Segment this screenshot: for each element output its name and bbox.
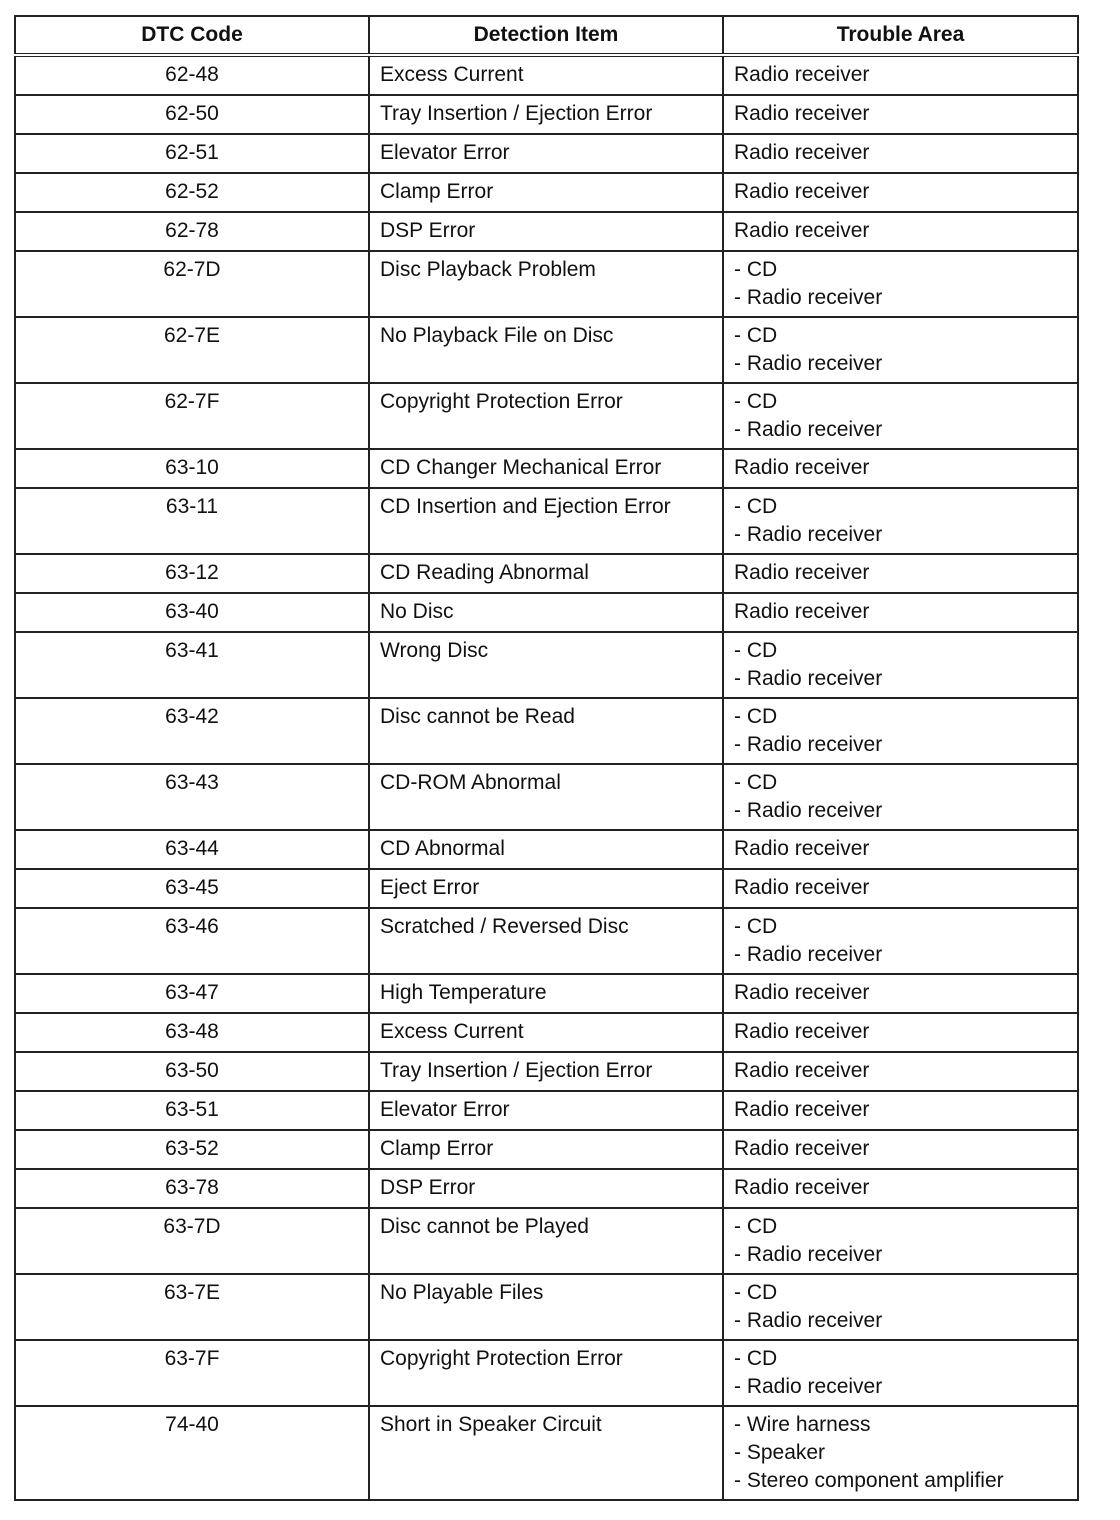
detection-item-cell: Eject Error (369, 869, 723, 908)
detection-item-cell: DSP Error (369, 212, 723, 251)
dtc-code-cell: 63-10 (15, 449, 369, 488)
table-row (15, 383, 1078, 449)
dtc-code-cell: 63-47 (15, 974, 369, 1013)
trouble-area-cell: Radio receiver (723, 173, 1078, 212)
detection-item-cell: Elevator Error (369, 134, 723, 173)
trouble-area-cell: Radio receiver (723, 1130, 1078, 1169)
dtc-code-cell: 74-40 (15, 1406, 369, 1500)
dtc-code-cell: 62-7E (15, 317, 369, 383)
trouble-area-cell: - CD - Radio receiver (723, 764, 1078, 830)
table-row (15, 449, 1078, 488)
table-body (15, 55, 1078, 1500)
dtc-code-cell: 63-7D (15, 1208, 369, 1274)
dtc-code-cell: 63-48 (15, 1013, 369, 1052)
table-row (15, 1208, 1078, 1274)
detection-item-cell: Excess Current (369, 55, 723, 95)
table-row (15, 1274, 1078, 1340)
dtc-code-cell: 63-42 (15, 698, 369, 764)
dtc-code-cell: 63-45 (15, 869, 369, 908)
trouble-area-cell: - CD - Radio receiver (723, 632, 1078, 698)
trouble-area-cell: - CD - Radio receiver (723, 1274, 1078, 1340)
detection-item-cell: DSP Error (369, 1169, 723, 1208)
dtc-code-cell: 62-51 (15, 134, 369, 173)
table-row (15, 593, 1078, 632)
table-row (15, 173, 1078, 212)
trouble-area-cell: Radio receiver (723, 554, 1078, 593)
trouble-area-cell: - Wire harness - Speaker - Stereo component amplifier (723, 1406, 1078, 1500)
detection-item-cell: No Playable Files (369, 1274, 723, 1340)
dtc-code-cell: 62-7D (15, 251, 369, 317)
table-row (15, 1052, 1078, 1091)
trouble-area-cell: Radio receiver (723, 1091, 1078, 1130)
trouble-area-cell: - CD - Radio receiver (723, 1208, 1078, 1274)
detection-item-cell: No Disc (369, 593, 723, 632)
table-row (15, 1130, 1078, 1169)
dtc-code-cell: 63-78 (15, 1169, 369, 1208)
table-row (15, 134, 1078, 173)
dtc-code-cell: 63-7F (15, 1340, 369, 1406)
detection-item-cell: Excess Current (369, 1013, 723, 1052)
trouble-area-cell: Radio receiver (723, 1052, 1078, 1091)
detection-item-cell: Disc Playback Problem (369, 251, 723, 317)
detection-item-cell: Wrong Disc (369, 632, 723, 698)
trouble-area-cell: Radio receiver (723, 55, 1078, 95)
trouble-area-cell: Radio receiver (723, 974, 1078, 1013)
table-row (15, 1091, 1078, 1130)
trouble-area-cell: - CD - Radio receiver (723, 698, 1078, 764)
detection-item-cell: Disc cannot be Read (369, 698, 723, 764)
trouble-area-cell: - CD - Radio receiver (723, 317, 1078, 383)
detection-item-cell: Elevator Error (369, 1091, 723, 1130)
dtc-code-cell: 62-50 (15, 95, 369, 134)
trouble-area-cell: - CD - Radio receiver (723, 908, 1078, 974)
table-row (15, 908, 1078, 974)
trouble-area-cell: - CD - Radio receiver (723, 251, 1078, 317)
detection-item-cell: Tray Insertion / Ejection Error (369, 1052, 723, 1091)
detection-item-cell: CD Abnormal (369, 830, 723, 869)
table-row (15, 488, 1078, 554)
trouble-area-cell: Radio receiver (723, 134, 1078, 173)
dtc-code-cell: 62-7F (15, 383, 369, 449)
detection-item-cell: Scratched / Reversed Disc (369, 908, 723, 974)
dtc-code-cell: 63-44 (15, 830, 369, 869)
detection-item-cell: Clamp Error (369, 173, 723, 212)
table-row (15, 698, 1078, 764)
dtc-code-cell: 62-78 (15, 212, 369, 251)
trouble-area-cell: Radio receiver (723, 593, 1078, 632)
table-row (15, 251, 1078, 317)
detection-item-cell: Copyright Protection Error (369, 1340, 723, 1406)
dtc-code-cell: 63-52 (15, 1130, 369, 1169)
header-row (15, 16, 1078, 55)
table-row (15, 1406, 1078, 1500)
dtc-code-cell: 62-52 (15, 173, 369, 212)
detection-item-cell: Tray Insertion / Ejection Error (369, 95, 723, 134)
trouble-area-cell: Radio receiver (723, 212, 1078, 251)
table-row (15, 764, 1078, 830)
table-row (15, 1013, 1078, 1052)
trouble-area-cell: Radio receiver (723, 869, 1078, 908)
trouble-area-cell: - CD - Radio receiver (723, 1340, 1078, 1406)
header-trouble-area: Trouble Area (723, 16, 1078, 55)
dtc-code-cell: 63-50 (15, 1052, 369, 1091)
table-header (15, 16, 1078, 55)
trouble-area-cell: - CD - Radio receiver (723, 383, 1078, 449)
trouble-area-cell: Radio receiver (723, 1013, 1078, 1052)
detection-item-cell: CD-ROM Abnormal (369, 764, 723, 830)
table-row (15, 632, 1078, 698)
detection-item-cell: Short in Speaker Circuit (369, 1406, 723, 1500)
dtc-code-cell: 63-43 (15, 764, 369, 830)
table-row (15, 869, 1078, 908)
table-row (15, 974, 1078, 1013)
table-row (15, 95, 1078, 134)
dtc-code-cell: 63-41 (15, 632, 369, 698)
detection-item-cell: Copyright Protection Error (369, 383, 723, 449)
detection-item-cell: CD Changer Mechanical Error (369, 449, 723, 488)
detection-item-cell: CD Insertion and Ejection Error (369, 488, 723, 554)
trouble-area-cell: Radio receiver (723, 830, 1078, 869)
dtc-code-cell: 62-48 (15, 55, 369, 95)
table-row (15, 55, 1078, 95)
dtc-code-cell: 63-7E (15, 1274, 369, 1340)
trouble-area-cell: Radio receiver (723, 95, 1078, 134)
dtc-code-cell: 63-11 (15, 488, 369, 554)
header-detection-item: Detection Item (369, 16, 723, 55)
table-row (15, 554, 1078, 593)
detection-item-cell: Disc cannot be Played (369, 1208, 723, 1274)
trouble-area-cell: - CD - Radio receiver (723, 488, 1078, 554)
dtc-code-cell: 63-40 (15, 593, 369, 632)
dtc-code-cell: 63-46 (15, 908, 369, 974)
detection-item-cell: Clamp Error (369, 1130, 723, 1169)
detection-item-cell: CD Reading Abnormal (369, 554, 723, 593)
dtc-code-cell: 63-12 (15, 554, 369, 593)
dtc-code-cell: 63-51 (15, 1091, 369, 1130)
detection-item-cell: No Playback File on Disc (369, 317, 723, 383)
detection-item-cell: High Temperature (369, 974, 723, 1013)
table-row (15, 1169, 1078, 1208)
header-dtc-code: DTC Code (15, 16, 369, 55)
trouble-area-cell: Radio receiver (723, 449, 1078, 488)
table-row (15, 212, 1078, 251)
dtc-table (14, 15, 1079, 1501)
table-row (15, 830, 1078, 869)
trouble-area-cell: Radio receiver (723, 1169, 1078, 1208)
table-row (15, 317, 1078, 383)
table-row (15, 1340, 1078, 1406)
